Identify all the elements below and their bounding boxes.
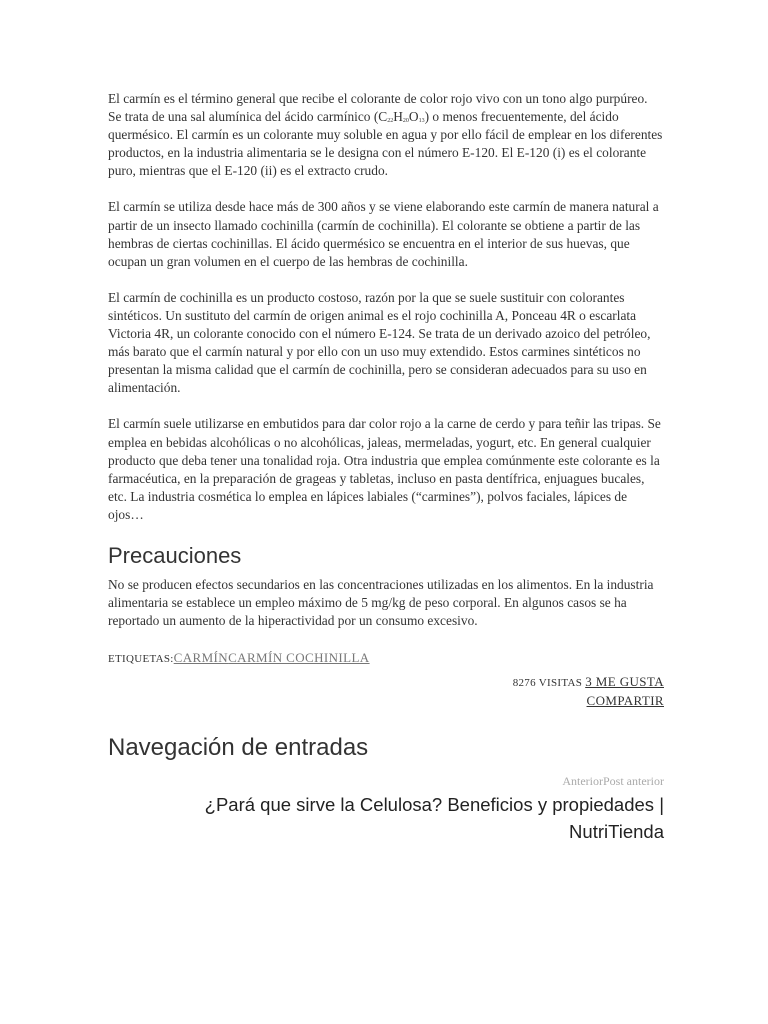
post-content <box>108 90 664 845</box>
meta-line-1 <box>108 673 664 692</box>
paragraph-uses: El carmín suele utilizarse en embutidos para dar color rojo a la carne de cerdo y para teñir las tripas. Se emplea en bebidas alcohólicas o no alcohólicas, jaleas, mermeladas, yogurt, etc. En general cualquier producto que deba tener una tonalidad roja. Otra industria que emplea comúnmente este colorante es la farmacéutica, en la preparación de grageas y tabletas, incluso en pasta dentífrica, enjuagues bucales, etc. La industria cosmética lo emplea en lápices labiales (“carmines”), polvos faciales, lápices de ojos… <box>108 416 661 522</box>
subscript: 13 <box>418 118 425 125</box>
paragraph-text: El carmín es el término general que recibe el colorante de color rojo vivo con un tono algo purpúreo. Se trata de una sal alumínica del ácido carmínico (C <box>108 91 648 125</box>
previous-post-label <box>108 773 664 789</box>
paragraph-text: H <box>393 109 403 125</box>
subscript: 22 <box>387 118 394 125</box>
visits-count: 8276 VISITAS <box>512 677 583 690</box>
paragraph-text: ) o menos frecuentemente, del ácido quermésico. El carmín es un colorante muy soluble en agua y por ello fácil de emplear en los diferentes productos, en la industria alimentaria se le designa con el número E-120. El E-120 (i) es el colorante puro, mientras que el E-120 (ii) es el extracto crudo. <box>108 109 663 179</box>
paragraph-precauciones: No se producen efectos secundarios en las concentraciones utilizadas en los alimentos. En la industria alimentaria se establece un empleo máximo de 5 mg/kg de peso corporal. En algunos casos se ha reportado un aumento de la hiperactividad por un consumo excesivo. <box>108 576 654 629</box>
paragraph-substitutes: El carmín de cochinilla es un producto costoso, razón por la que se suele sustituir con colorantes sintéticos. Un sustituto del carmín de origen animal es el rojo cochinilla A, Ponceau 4R o escarlata Victoria 4R, un colorante conocido con el número E-124. Se trata de un derivado azoico del petróleo, más barato que el carmín natural y por ello con un uso muy extendido. Estos carmines sintéticos no presentan la misma calidad que el carmín de cochinilla, pero se consideran adecuados para su uso en alimentación. <box>108 289 651 396</box>
previous-label: Anterior <box>562 774 603 789</box>
post-meta <box>108 673 664 711</box>
tag-link-carmin[interactable]: CARMÍN <box>173 650 229 666</box>
meta-line-2 <box>108 692 664 711</box>
previous-sublabel: Post anterior <box>603 774 664 789</box>
tags-row <box>108 650 664 667</box>
like-link[interactable]: 3 ME GUSTA <box>585 674 664 690</box>
tag-link-carmin-cochinilla[interactable]: CARMÍN COCHINILLA <box>228 650 370 666</box>
precauciones-heading: Precauciones <box>108 542 242 568</box>
tags-label: ETIQUETAS: <box>108 653 174 666</box>
paragraph-history: El carmín se utiliza desde hace más de 300 años y se viene elaborando este carmín de manera natural a partir de un insecto llamado cochinilla (carmín de cochinilla). El colorante se obtiene a partir de las hembras de ciertas cochinillas. El ácido quermésico se encuentra en el interior de sus huevas, que ocupan un gran volumen en el cuerpo de las hembras de cochinilla. <box>108 199 659 269</box>
share-link[interactable]: COMPARTIR <box>586 693 664 709</box>
previous-post-title[interactable]: ¿Pará que sirve la Celulosa? Beneficios y propiedades | NutriTienda <box>204 794 664 843</box>
subscript: 20 <box>402 118 409 125</box>
paragraph-intro <box>108 90 664 180</box>
paragraph-text: O <box>408 109 419 125</box>
post-navigation-heading: Navegación de entradas <box>108 734 369 762</box>
previous-post-link[interactable] <box>108 773 664 845</box>
